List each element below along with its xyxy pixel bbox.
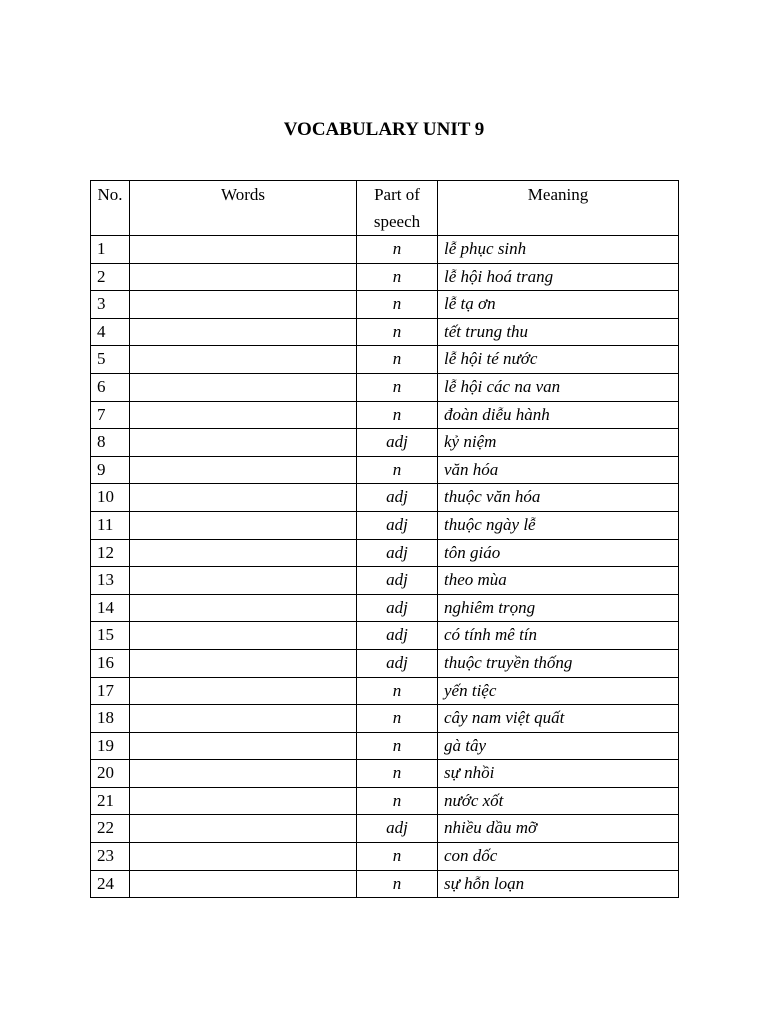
meaning-cell: gà tây [438,732,679,760]
part-of-speech-cell: adj [357,429,438,457]
word-cell [130,346,357,374]
part-of-speech-cell: n [357,373,438,401]
table-row [91,236,679,264]
part-of-speech-cell: n [357,291,438,319]
part-of-speech-cell: adj [357,511,438,539]
table-row [91,787,679,815]
word-cell [130,318,357,346]
meaning-cell: thuộc ngày lễ [438,511,679,539]
part-of-speech-cell: n [357,677,438,705]
part-of-speech-cell: adj [357,594,438,622]
row-number: 17 [91,677,130,705]
row-number: 12 [91,539,130,567]
row-number: 2 [91,263,130,291]
row-number: 19 [91,732,130,760]
row-number: 5 [91,346,130,374]
row-number: 24 [91,870,130,898]
word-cell [130,539,357,567]
meaning-cell: cây nam việt quất [438,705,679,733]
row-number: 15 [91,622,130,650]
row-number: 20 [91,760,130,788]
part-of-speech-cell: n [357,760,438,788]
part-of-speech-cell: n [357,870,438,898]
word-cell [130,263,357,291]
table-body [91,236,679,898]
meaning-cell: yến tiệc [438,677,679,705]
meaning-cell: nhiều dầu mỡ [438,815,679,843]
word-cell [130,787,357,815]
meaning-cell: con dốc [438,843,679,871]
meaning-cell: lễ hội té nước [438,346,679,374]
header-words: Words [130,181,357,236]
vocabulary-table [90,180,679,898]
word-cell [130,843,357,871]
word-cell [130,567,357,595]
part-of-speech-cell: n [357,456,438,484]
table-row [91,263,679,291]
meaning-cell: lễ tạ ơn [438,291,679,319]
meaning-cell: lễ phục sinh [438,236,679,264]
meaning-cell: theo mùa [438,567,679,595]
meaning-cell: tết trung thu [438,318,679,346]
table-row [91,815,679,843]
table-row [91,291,679,319]
meaning-cell: có tính mê tín [438,622,679,650]
row-number: 8 [91,429,130,457]
part-of-speech-cell: adj [357,622,438,650]
part-of-speech-cell: n [357,263,438,291]
table-row [91,484,679,512]
part-of-speech-cell: n [357,705,438,733]
row-number: 7 [91,401,130,429]
row-number: 9 [91,456,130,484]
row-number: 18 [91,705,130,733]
part-of-speech-cell: n [357,401,438,429]
table-row [91,567,679,595]
word-cell [130,760,357,788]
word-cell [130,456,357,484]
word-cell [130,732,357,760]
row-number: 1 [91,236,130,264]
word-cell [130,291,357,319]
header-part-of-speech: Part of speech [357,181,438,236]
table-row [91,346,679,374]
word-cell [130,373,357,401]
word-cell [130,236,357,264]
table-row [91,843,679,871]
word-cell [130,649,357,677]
table-row [91,732,679,760]
part-of-speech-cell: n [357,787,438,815]
meaning-cell: sự nhồi [438,760,679,788]
table-row [91,705,679,733]
meaning-cell: nước xốt [438,787,679,815]
row-number: 22 [91,815,130,843]
word-cell [130,429,357,457]
table-row [91,760,679,788]
table-row [91,318,679,346]
meaning-cell: văn hóa [438,456,679,484]
row-number: 11 [91,511,130,539]
row-number: 13 [91,567,130,595]
part-of-speech-cell: n [357,318,438,346]
meaning-cell: sự hỗn loạn [438,870,679,898]
table-row [91,870,679,898]
table-row [91,539,679,567]
meaning-cell: lễ hội hoá trang [438,263,679,291]
part-of-speech-cell: adj [357,815,438,843]
table-row [91,456,679,484]
meaning-cell: thuộc truyền thống [438,649,679,677]
row-number: 14 [91,594,130,622]
part-of-speech-cell: adj [357,484,438,512]
meaning-cell: tôn giáo [438,539,679,567]
word-cell [130,815,357,843]
table-row [91,594,679,622]
meaning-cell: kỷ niệm [438,429,679,457]
table-row [91,677,679,705]
table-row [91,373,679,401]
row-number: 16 [91,649,130,677]
meaning-cell: thuộc văn hóa [438,484,679,512]
table-row [91,649,679,677]
row-number: 3 [91,291,130,319]
word-cell [130,870,357,898]
part-of-speech-cell: n [357,732,438,760]
meaning-cell: đoàn diễu hành [438,401,679,429]
row-number: 23 [91,843,130,871]
word-cell [130,594,357,622]
table-row [91,622,679,650]
table-row [91,511,679,539]
word-cell [130,511,357,539]
table-row [91,401,679,429]
part-of-speech-cell: adj [357,567,438,595]
page-title: VOCABULARY UNIT 9 [283,119,485,140]
word-cell [130,622,357,650]
part-of-speech-cell: adj [357,539,438,567]
word-cell [130,705,357,733]
row-number: 4 [91,318,130,346]
part-of-speech-cell: n [357,843,438,871]
part-of-speech-cell: n [357,236,438,264]
word-cell [130,401,357,429]
table-header-row [91,181,679,236]
row-number: 21 [91,787,130,815]
word-cell [130,677,357,705]
table-row [91,429,679,457]
part-of-speech-cell: n [357,346,438,374]
header-meaning: Meaning [438,181,679,236]
meaning-cell: nghiêm trọng [438,594,679,622]
header-no: No. [91,181,130,236]
meaning-cell: lễ hội các na van [438,373,679,401]
part-of-speech-cell: adj [357,649,438,677]
row-number: 10 [91,484,130,512]
word-cell [130,484,357,512]
row-number: 6 [91,373,130,401]
